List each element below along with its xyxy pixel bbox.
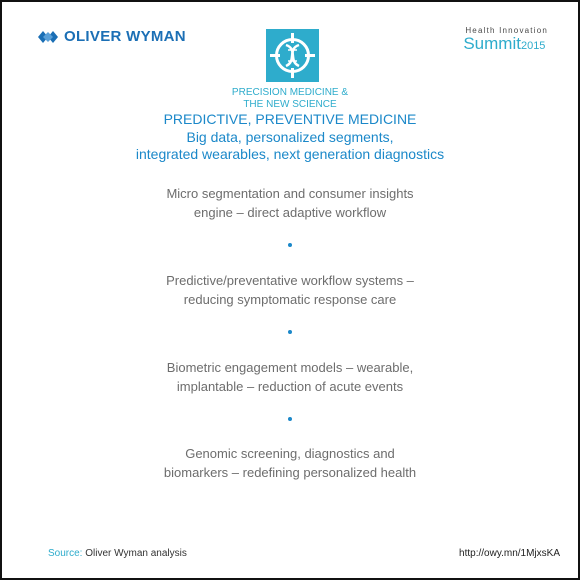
bullet-dot-icon xyxy=(288,243,292,247)
list-item-line-1: Genomic screening, diagnostics and xyxy=(185,446,395,461)
brand-logo xyxy=(38,28,186,45)
page-title: PREDICTIVE, PREVENTIVE MEDICINE xyxy=(163,111,417,127)
list-item-line-2: engine – direct adaptive workflow xyxy=(193,205,387,220)
event-top-line: Health Innovation xyxy=(465,26,548,35)
list-item xyxy=(2,358,578,398)
source-note xyxy=(48,548,187,559)
bullet-dot-icon xyxy=(288,417,292,421)
event-year: 2015 xyxy=(520,40,546,52)
theme-line-1: PRECISION MEDICINE & xyxy=(231,87,349,98)
list-item-line-1: Biometric engagement models – wearable, xyxy=(166,360,414,375)
oliver-wyman-logo-icon xyxy=(38,30,58,44)
theme-label xyxy=(2,87,578,111)
precision-medicine-emblem-icon xyxy=(266,29,319,82)
list-item-line-2: biomarkers – redefining personalized health xyxy=(163,465,417,480)
short-link[interactable]: http://owy.mn/1MjxsKA xyxy=(459,548,560,559)
list-item xyxy=(2,184,578,224)
list-item xyxy=(2,444,578,484)
event-name: Summit xyxy=(463,34,521,53)
list-item-line-2: reducing symptomatic response care xyxy=(183,292,397,307)
list-item-line-2: implantable – reduction of acute events xyxy=(176,379,404,394)
page-subtitle xyxy=(2,129,578,163)
list-item-line-1: Micro segmentation and consumer insights xyxy=(166,186,414,201)
bullet-dot-icon xyxy=(288,330,292,334)
source-label: Source: xyxy=(48,548,83,559)
brand-name: OLIVER WYMAN xyxy=(64,28,186,45)
precision-medicine-emblem xyxy=(266,29,319,82)
subtitle-line-1: Big data, personalized segments, xyxy=(186,129,394,145)
list-item-line-1: Predictive/preventative workflow systems – xyxy=(166,273,414,288)
subtitle-line-2: integrated wearables, next generation diagnostics xyxy=(135,146,445,162)
list-item xyxy=(2,271,578,311)
event-logo xyxy=(463,26,548,55)
theme-line-2: THE NEW SCIENCE xyxy=(243,99,337,110)
source-text: Oliver Wyman analysis xyxy=(85,548,187,559)
